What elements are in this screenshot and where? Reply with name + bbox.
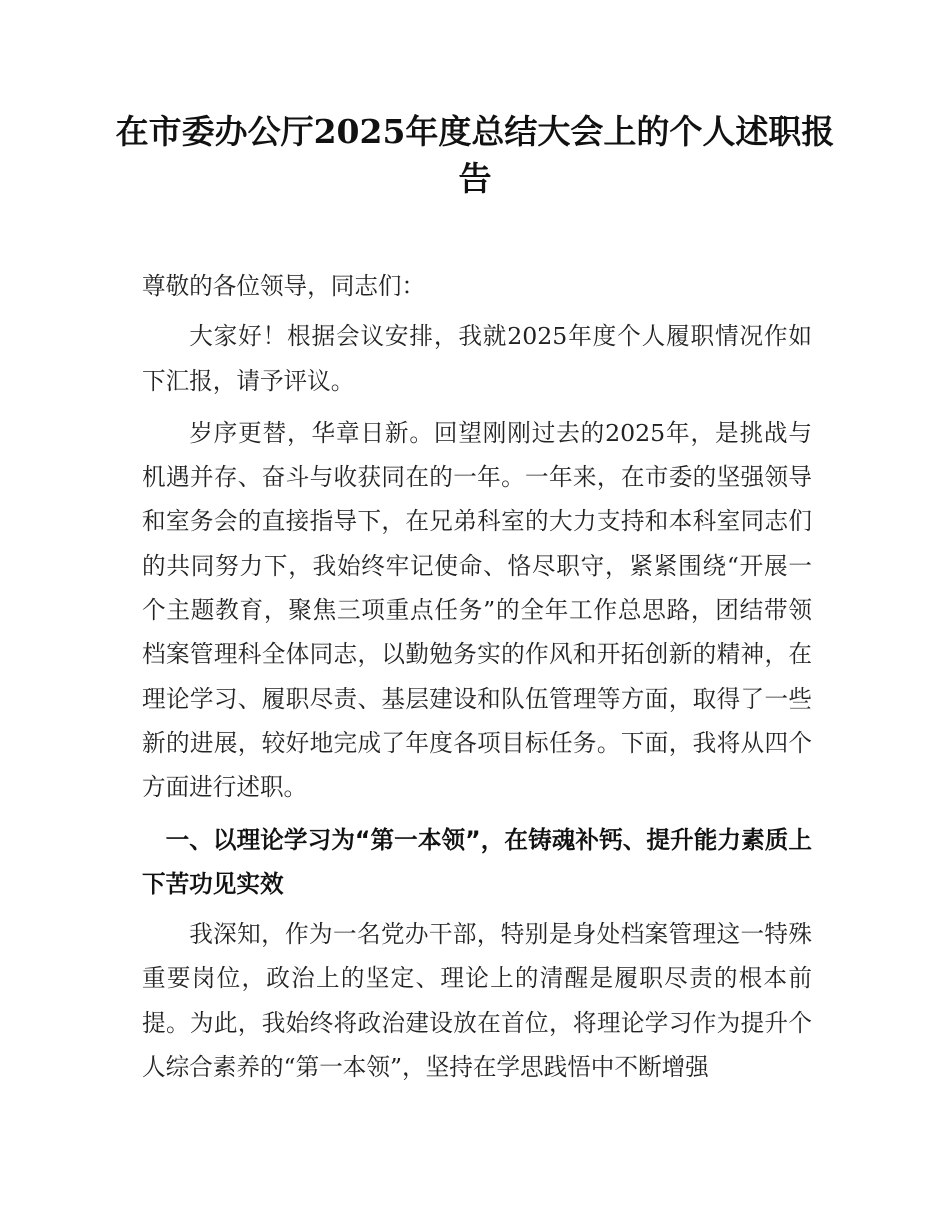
document-title: 在市委办公厅2025年度总结大会上的个人述职报告 [115,112,835,198]
paragraph-overview: 岁序更替，华章日新。回望刚刚过去的2025年，是挑战与机遇并存、奋斗与收获同在的一年。一年来，在市委的坚强领导和室务会的直接指导下，在兄弟科室的大力支持和本科室同志们的共同努力下，我始终牢记使命、恪尽职守，紧紧围绕“开展一个主题教育，聚焦三项重点任务”的全年工作总思路，团结带领档案管理科全体同志，以勤勉务实的作风和开拓创新的精神，在理论学习、履职尽责、基层建设和队伍管理等方面，取得了一些新的进展，较好地完成了年度各项目标任务。下面，我将从四个方面进行述职。 [142,418,812,802]
paragraph-intro: 大家好！根据会议安排，我就2025年度个人履职情况作如下汇报，请予评议。 [142,322,812,395]
document-body [142,264,812,1097]
salutation: 尊敬的各位领导，同志们： [142,272,426,300]
paragraph-section-1: 我深知，作为一名党办干部，特别是身处档案管理这一特殊重要岗位，政治上的坚定、理论上的清醒是履职尽责的根本前提。为此，我始终将政治建设放在首位，将理论学习作为提升个人综合素养的“第一本领”，坚持在学思践悟中不断增强 [142,920,812,1082]
section-heading: 一、以理论学习为“第一本领”，在铸魂补钙、提升能力素质上下苦功见实效 [142,825,812,898]
